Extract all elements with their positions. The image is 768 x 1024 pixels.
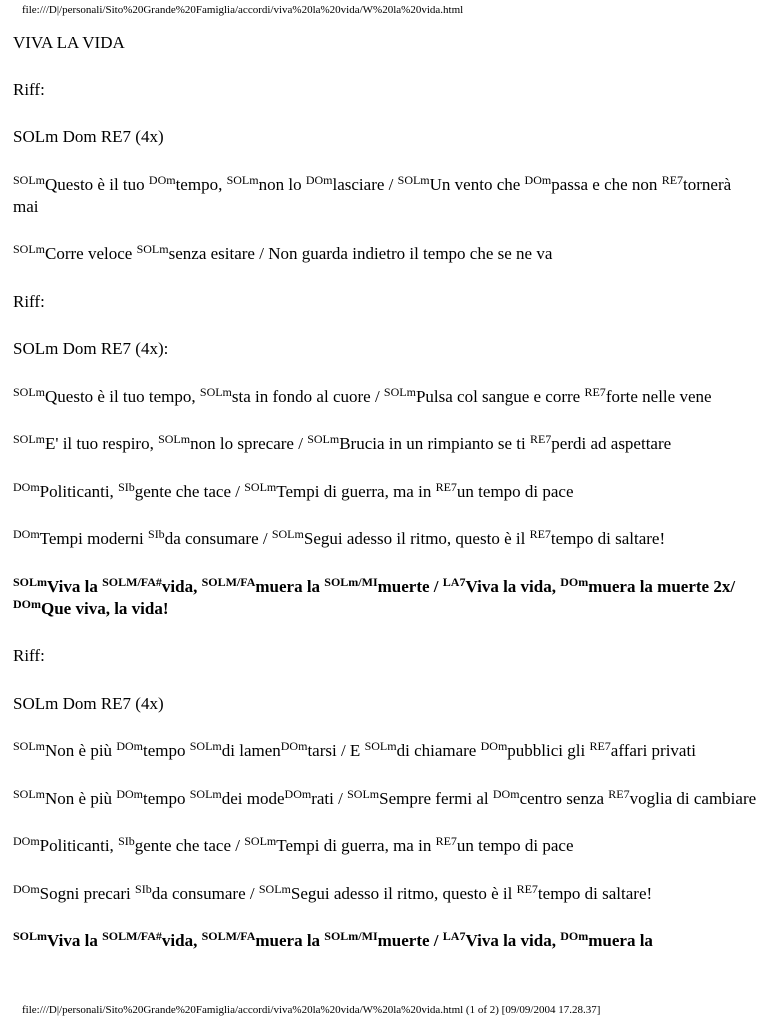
lyric-text: Un vento che [429, 174, 525, 194]
lyric-line [13, 174, 758, 218]
chord-label: SOLm [383, 384, 416, 399]
riff-chords: SOLm Dom RE7 (4x) [13, 693, 164, 713]
chord-label: SOLm [13, 929, 48, 943]
lyric-text: Questo è il tuo tempo, [45, 386, 200, 406]
lyric-text: muerte / [377, 931, 443, 950]
lyric-text: Segui adesso il ritmo, questo è il [290, 883, 517, 903]
lyric-text: Que viva, la vida! [41, 598, 169, 618]
lyric-text: Tempi di guerra, ma in [276, 481, 436, 501]
lyric-text: senza esitare / Non guarda indietro il tempo che se ne va [168, 244, 553, 263]
chord-label: SOLm [244, 834, 277, 848]
chord-label: RE7 [661, 172, 684, 187]
chord-label: SIb [148, 527, 165, 541]
lyric-text: muerte / [377, 576, 443, 596]
chord-label: SIb [118, 479, 135, 494]
lyric-text: dei mode [221, 788, 285, 808]
song-title: VIVA LA VIDA [13, 33, 125, 52]
chord-label: SOLm/MI [324, 929, 378, 943]
lyric-text: Sempre fermi al [379, 788, 493, 808]
lyric-text: tempo, [175, 174, 227, 194]
lyric-line [13, 835, 758, 857]
chord-label: DOm [148, 172, 176, 187]
chord-label: SOLm [158, 432, 191, 446]
lyric-text: passa e che non [551, 174, 662, 194]
chord-label: DOm [560, 929, 589, 943]
chord-label: RE7 [529, 527, 551, 541]
lyric-text: rati / [311, 788, 348, 808]
lyric-line [13, 386, 758, 408]
lyric-text: forte nelle vene [605, 386, 712, 406]
chord-label: SOLm [226, 172, 259, 187]
lyric-text: Politicanti, [39, 481, 119, 501]
lyric-text: Tempi di guerra, ma in [276, 836, 436, 855]
lyric-text: gente che tace / [134, 836, 245, 855]
lyric-text: Corre veloce [45, 244, 137, 263]
lyric-line [13, 740, 758, 762]
lyric-text: tornerà mai [13, 174, 732, 216]
chord-label: DOm [13, 479, 40, 494]
chord-label: SOLm [13, 786, 46, 801]
lyric-text: Tempi moderni [39, 529, 149, 548]
chorus-line [13, 930, 758, 952]
chord-label: DOm [116, 786, 143, 801]
lyric-line [13, 481, 758, 503]
chord-label: SOLm [13, 432, 46, 446]
chord-label: LA7 [442, 929, 466, 943]
chord-label: SOLm [271, 527, 304, 541]
lyric-text: sta in fondo al cuore / [231, 386, 384, 406]
lyric-text: tempo di saltare! [537, 883, 653, 903]
riff-chords: SOLm Dom RE7 (4x) [13, 127, 164, 146]
lyric-text: vida, [161, 576, 202, 596]
lyric-text: tarsi / E [307, 741, 365, 760]
lyric-text: affari privati [610, 741, 696, 760]
chord-label: SOLm [347, 786, 380, 801]
page-footer: file:///D|/personali/Sito%20Grande%20Famiglia/accordi/viva%20la%20vida/W%20la%20vida.html (1 of 2) [09/09/2004 17.28.37] [22, 1004, 601, 1016]
chord-label: SOLm [13, 242, 46, 256]
chord-label: SOLm [199, 384, 232, 399]
chord-label: SIb [118, 834, 135, 848]
lyric-text: muera la [255, 931, 325, 950]
chord-label: DOm [13, 527, 40, 541]
lyric-text: Sogni precari [39, 883, 136, 903]
lyric-text: da consumare / [164, 529, 272, 548]
lyric-text: vida, [161, 931, 202, 950]
chord-label: RE7 [516, 881, 538, 896]
lyric-text: Questo è il tuo [45, 174, 149, 194]
chord-label: DOm [280, 739, 308, 753]
lyric-text: Viva la vida, [465, 931, 561, 950]
chord-label: RE7 [435, 834, 457, 848]
lyric-text: non lo sprecare / [190, 434, 308, 453]
lyric-text: di chiamare [396, 741, 481, 760]
riff-label: Riff: [13, 646, 45, 665]
lyric-text: un tempo di pace [456, 481, 574, 501]
lyric-text: Pulsa col sangue e corre [415, 386, 585, 406]
chord-label: SOLm [189, 739, 222, 753]
lyric-text: Non è più [45, 741, 117, 760]
riff-label: Riff: [13, 291, 45, 311]
lyric-text: Politicanti, [39, 836, 119, 855]
lyric-line [13, 788, 758, 810]
lyric-text: Viva la vida, [465, 576, 561, 596]
lyric-text: lasciare / [332, 174, 398, 194]
lyric-line [13, 243, 758, 265]
chord-label: DOm [13, 834, 40, 848]
chord-label: SOLm/MI [324, 574, 378, 589]
chord-label: RE7 [435, 479, 457, 494]
chord-label: SOLM/FA# [102, 574, 162, 589]
chord-label: SOLm [13, 739, 46, 753]
chorus-line [13, 576, 758, 620]
lyric-line [13, 433, 758, 455]
chord-label: RE7 [608, 786, 630, 801]
chord-label: SOLm [258, 881, 291, 896]
lyric-text: Viva la [47, 931, 103, 950]
chord-label: RE7 [589, 739, 611, 753]
lyric-text: gente che tace / [134, 481, 245, 501]
riff-chords: SOLm Dom RE7 (4x): [13, 339, 169, 358]
chord-label: DOm [13, 596, 41, 611]
chord-label: SOLM/FA [201, 574, 256, 589]
lyric-text: pubblici gli [507, 741, 590, 760]
chord-label: SOLM/FA# [102, 929, 162, 943]
lyric-line [13, 528, 758, 550]
chord-label: RE7 [529, 432, 552, 446]
chord-label: SOLM/FA [201, 929, 256, 943]
lyric-text: perdi ad aspettare [551, 434, 672, 453]
chord-label: SOLm [13, 172, 46, 187]
lyric-text: tempo di saltare! [550, 529, 666, 548]
chord-label: SOLm [13, 574, 48, 589]
chord-label: SOLm [189, 786, 222, 801]
chord-label: DOm [116, 739, 143, 753]
chord-label: SOLm [364, 739, 397, 753]
lyric-text: muera la [255, 576, 325, 596]
chord-label: DOm [305, 172, 333, 187]
chord-label: SOLm [307, 432, 340, 446]
lyric-text: muera la [588, 931, 653, 950]
lyric-text: E' il tuo respiro, [45, 434, 159, 453]
chord-label: DOm [13, 881, 40, 896]
chord-label: DOm [284, 786, 312, 801]
song-content [13, 32, 758, 978]
chord-label: SIb [135, 881, 152, 896]
chord-label: DOm [524, 172, 552, 187]
chord-label: RE7 [584, 384, 606, 399]
lyric-text: da consumare / [151, 883, 259, 903]
lyric-line [13, 883, 758, 905]
chord-label: LA7 [442, 574, 466, 589]
lyric-text: non lo [258, 174, 306, 194]
chord-label: DOm [480, 739, 508, 753]
lyric-text: muera la muerte 2x/ [588, 576, 736, 596]
lyric-text: Non è più [45, 788, 117, 808]
lyric-text: di lamen [221, 741, 281, 760]
chord-label: SOLm [244, 479, 277, 494]
chord-label: DOm [492, 786, 520, 801]
lyric-text: Brucia in un rimpianto se ti [339, 434, 530, 453]
lyric-text: tempo [142, 788, 190, 808]
lyric-text: Viva la [47, 576, 103, 596]
chord-label: SOLm [136, 242, 169, 256]
lyric-text: tempo [142, 741, 190, 760]
chord-label: DOm [560, 574, 589, 589]
page-url-header: file:///D|/personali/Sito%20Grande%20Famiglia/accordi/viva%20la%20vida/W%20la%20vida.html [22, 4, 464, 16]
lyric-text: centro senza [519, 788, 609, 808]
chord-label: SOLm [397, 172, 430, 187]
chord-label: SOLm [13, 384, 46, 399]
lyric-text: Segui adesso il ritmo, questo è il [303, 529, 530, 548]
lyric-text: voglia di cambiare [629, 788, 757, 808]
lyric-text: un tempo di pace [456, 836, 574, 855]
riff-label: Riff: [13, 79, 45, 99]
